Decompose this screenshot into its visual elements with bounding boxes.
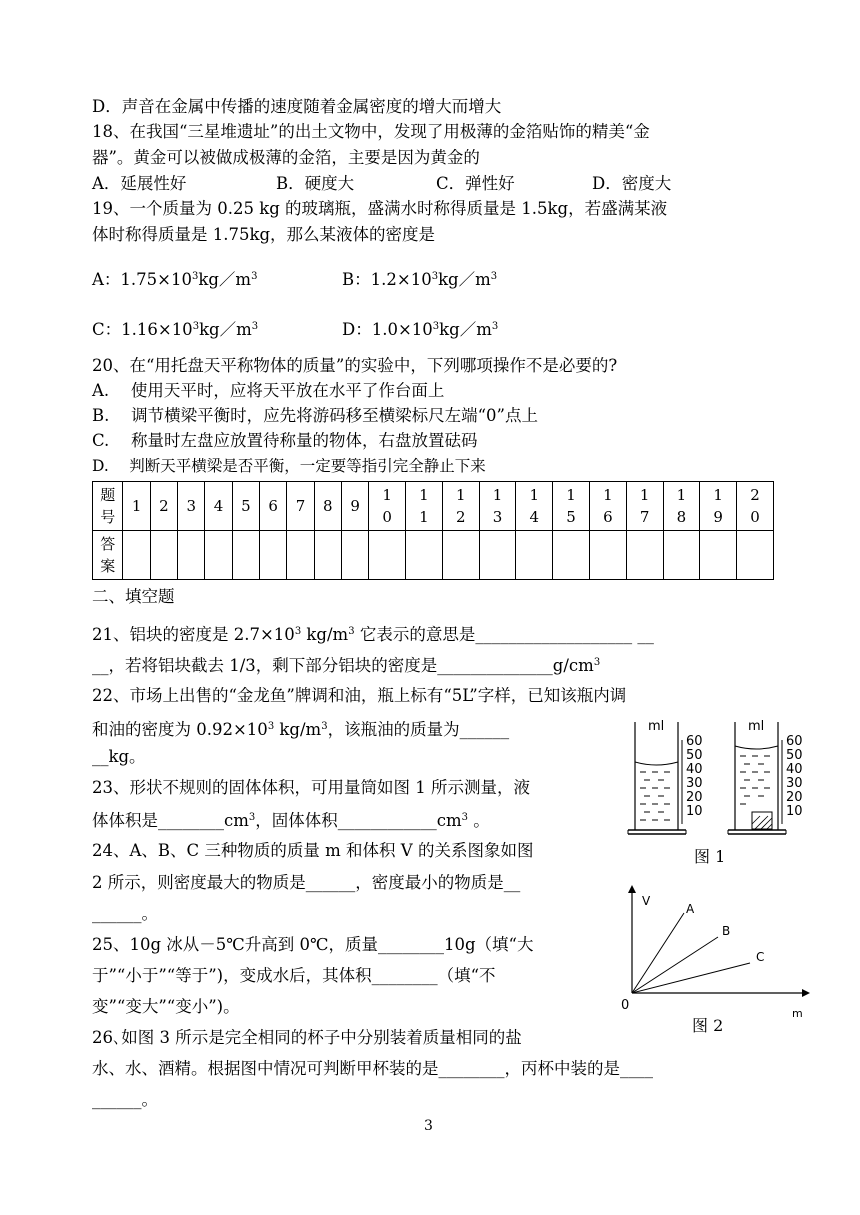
- section-title: 二、填空题: [92, 587, 175, 606]
- answer-cell[interactable]: [205, 531, 232, 580]
- q20-line1: 20、在“用托盘天平称物体的质量”的实验中，下列哪项操作不是必要的?: [92, 356, 618, 375]
- answer-cell[interactable]: [663, 531, 700, 580]
- v-axis-label: V: [642, 894, 651, 908]
- q19-line1: 19、一个质量为 0.25 kg 的玻璃瓶，盛满水时称得质量是 1.5kg，若盛满某液: [92, 199, 668, 218]
- table-cell-number: 1 3: [479, 482, 516, 531]
- q18-option-a: A．延展性好: [92, 174, 187, 193]
- answer-cell[interactable]: [553, 531, 590, 580]
- table-cell-number: 8: [314, 482, 341, 531]
- table-head-number: 题 号: [93, 482, 123, 531]
- q25-line2: 于”“小于”“等于”)，变成水后，其体积________（填“不: [92, 966, 496, 985]
- table-cell-number: 7: [287, 482, 314, 531]
- table-cell-number: 1: [123, 482, 150, 531]
- table-head-answer: 答 案: [93, 531, 123, 580]
- q22-line3: __kg。: [92, 747, 146, 766]
- answer-cell[interactable]: [479, 531, 516, 580]
- q22-line2: 和油的密度为 $0.92\times 10^3$ $kg/m^3$，该瓶油的质量为______: [92, 720, 510, 739]
- q25-line1: 25、10g 冰从－5℃升高到 0℃，质量________10g（填“大: [92, 935, 534, 954]
- page-number: 3: [424, 1118, 433, 1134]
- cylinder-right-unit: ml: [748, 719, 765, 734]
- q22-line1: 22、市场上出售的“金龙鱼”牌调和油，瓶上标有“5L”字样，已知该瓶内调: [92, 686, 627, 705]
- answer-table: [92, 481, 774, 580]
- table-cell-number: 5: [232, 482, 259, 531]
- answer-cell[interactable]: [150, 531, 177, 580]
- table-cell-number: 3: [178, 482, 205, 531]
- svg-text:60: 60: [786, 734, 803, 749]
- table-cell-number: 1 4: [516, 482, 553, 531]
- figure-2-caption: 图 2: [692, 1016, 724, 1035]
- svg-text:30: 30: [686, 776, 703, 791]
- q20-option-b: B. 调节横梁平衡时，应先将游码移至横梁标尺左端“0”点上: [92, 406, 538, 425]
- label-b: B: [722, 924, 731, 938]
- answer-cell[interactable]: [589, 531, 626, 580]
- q18-line1: 18、在我国“三星堆遗址”的出土文物中，发现了用极薄的金箔贴饰的精美“金: [92, 122, 650, 141]
- figure-1-caption: 图 1: [694, 847, 726, 866]
- q17-option-d: D．声音在金属中传播的速度随着金属密度的增大而增大: [92, 97, 502, 116]
- q26-line2: 水、水、酒精。根据图中情况可判断甲杯装的是________，丙杯中装的是____: [92, 1059, 653, 1078]
- svg-text:20: 20: [686, 790, 703, 805]
- table-cell-number: 1 7: [626, 482, 663, 531]
- svg-text:60: 60: [686, 734, 703, 749]
- q18-line2: 器”。黄金可以被做成极薄的金箔，主要是因为黄金的: [92, 148, 480, 167]
- answer-cell[interactable]: [369, 531, 406, 580]
- q20-option-a: A. 使用天平时，应将天平放在水平了作台面上: [92, 381, 445, 400]
- origin-label: 0: [621, 998, 630, 1013]
- q21-line1: 21、铝块的密度是 $2.7\times 10^3$ $kg/m^3$ 它表示的意思是___________________ __: [92, 625, 654, 644]
- q23-line1: 23、形状不规则的固体体积，可用量筒如图 1 所示测量，液: [92, 778, 530, 797]
- q18-option-b: B．硬度大: [276, 174, 355, 193]
- answer-cell[interactable]: [406, 531, 443, 580]
- line-a: [632, 913, 684, 993]
- svg-text:40: 40: [786, 762, 803, 777]
- q23-line2: 体体积是$\_\_\_\_\_\_\_\_cm^3$，固体体积$\_\_\_\_\_\_\_\_\_\_\_\_cm^3$ 。: [92, 811, 490, 830]
- q24-line3: ______。: [92, 904, 158, 923]
- table-cell-number: 1 6: [589, 482, 626, 531]
- table-cell-number: 1 9: [700, 482, 737, 531]
- line-c: [632, 963, 750, 993]
- q20-option-c: C. 称量时左盘应放置待称量的物体，右盘放置砝码: [92, 431, 478, 450]
- table-cell-number: 6: [260, 482, 287, 531]
- table-row-numbers: [93, 482, 774, 531]
- q18-option-c: C．弹性好: [436, 174, 515, 193]
- q20-option-d: D. 判断天平横梁是否平衡，一定要等指引完全静止下来: [92, 457, 486, 475]
- q21-line2: __，若将铝块截去 1/3，剩下部分铝块的密度是$\_\_\_\_\_\_\_\_\_\_\_\_\_\_g/cm^3$: [92, 656, 601, 675]
- answer-cell[interactable]: [442, 531, 479, 580]
- answer-cell[interactable]: [626, 531, 663, 580]
- cylinder-right: [728, 719, 803, 834]
- answer-cell[interactable]: [123, 531, 150, 580]
- answer-cell[interactable]: [314, 531, 341, 580]
- answer-cell[interactable]: [737, 531, 774, 580]
- q18-option-d: D．密度大: [592, 174, 672, 193]
- table-cell-number: 9: [341, 482, 368, 531]
- line-b: [632, 937, 718, 993]
- figure-1-cylinders: [620, 712, 820, 867]
- svg-text:10: 10: [786, 804, 803, 819]
- q26-line3: ______。: [92, 1090, 158, 1109]
- answer-cell[interactable]: [516, 531, 553, 580]
- answer-cell[interactable]: [232, 531, 259, 580]
- table-cell-number: 1 2: [442, 482, 479, 531]
- m-axis-label: m: [792, 1007, 803, 1020]
- cylinder-left-unit: ml: [648, 719, 665, 734]
- q25-line3: 变”“变大”“变小”)。: [92, 997, 240, 1016]
- table-cell-number: 1 8: [663, 482, 700, 531]
- q19-line2: 体时称得质量是 1.75kg，那么某液体的密度是: [92, 225, 436, 244]
- answer-cell[interactable]: [260, 531, 287, 580]
- table-cell-number: 2: [150, 482, 177, 531]
- answer-cell[interactable]: [287, 531, 314, 580]
- table-row-answers: [93, 531, 774, 580]
- q19-option-c: C：$1.16\times 10^3kg/m^3$: [92, 320, 259, 339]
- label-c: C: [756, 950, 765, 964]
- q19-option-d: D：$1.0\times 10^3kg/m^3$: [342, 320, 499, 339]
- table-cell-number: 1 0: [369, 482, 406, 531]
- q19-option-a: A：$1.75\times 10^3kg/m^3$: [92, 270, 258, 289]
- answer-cell[interactable]: [700, 531, 737, 580]
- q26-line1: 26､如图 3 所示是完全相同的杯子中分别装着质量相同的盐: [92, 1028, 522, 1047]
- svg-text:50: 50: [786, 748, 803, 763]
- table-cell-number: 1 5: [553, 482, 590, 531]
- label-a: A: [686, 902, 695, 916]
- q24-line1: 24、A、B、C 三种物质的质量 m 和体积 V 的关系图象如图: [92, 841, 534, 860]
- table-cell-number: 4: [205, 482, 232, 531]
- answer-cell[interactable]: [178, 531, 205, 580]
- table-cell-number: 2 0: [737, 482, 774, 531]
- figure-2-graph: [612, 885, 812, 1035]
- answer-cell[interactable]: [341, 531, 368, 580]
- svg-text:30: 30: [786, 776, 803, 791]
- svg-text:20: 20: [786, 790, 803, 805]
- q19-option-b: B：$1.2\times 10^3kg/m^3$: [342, 270, 498, 289]
- q24-line2: 2 所示，则密度最大的物质是______，密度最小的物质是__: [92, 873, 521, 892]
- cylinder-left: [628, 719, 703, 834]
- svg-text:10: 10: [686, 804, 703, 819]
- svg-text:50: 50: [686, 748, 703, 763]
- table-cell-number: 1 1: [406, 482, 443, 531]
- svg-text:40: 40: [686, 762, 703, 777]
